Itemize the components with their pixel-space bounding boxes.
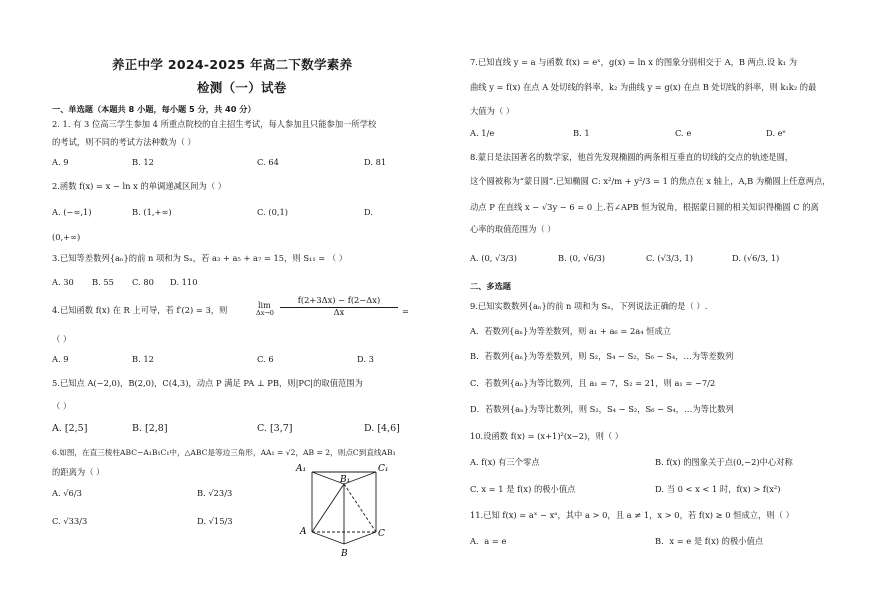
- question-8-line1: 8.蒙日是法国著名的数学家，他首先发现椭圆的两条相互垂直的切线的交点的轨迹是圆，: [470, 152, 794, 162]
- question-8-line2: 这个圆被称为“蒙日圆”.已知椭圆 C: x²/m + y²/3 = 1 的焦点在 x 轴上，A,B 为椭圆上任意两点，: [470, 176, 831, 186]
- option-c: C. 6: [257, 354, 274, 364]
- question-11-option-b: B．x = e 是 f(x) 的极小值点: [655, 536, 764, 546]
- question-4-blank: （ ）: [52, 334, 72, 344]
- question-9-option-d: D．若数列{aₙ}为等比数列，则 S₂，S₄ − S₂，S₆ − S₄，…为等比数列: [470, 404, 734, 414]
- option-b: B. 1: [573, 128, 590, 138]
- option-c: C. e: [675, 128, 692, 138]
- question-6-option-d: D. √15/3: [197, 516, 233, 526]
- option-a: A. 30: [52, 277, 74, 287]
- question-1-line2: 的考试，则不同的考试方法种数为（ ）: [52, 137, 196, 147]
- option-b: B. [2,8]: [132, 423, 168, 434]
- label-a1: A₁: [296, 464, 307, 474]
- question-4-equals: =: [402, 306, 409, 316]
- option-a: A. 9: [52, 354, 69, 364]
- question-5-options: [52, 423, 412, 435]
- question-7-options: [470, 128, 820, 140]
- option-c: C. (0,1): [257, 207, 288, 217]
- question-10-option-d: D. 当 0 < x < 1 时，f(x) > f(x²): [655, 484, 781, 494]
- option-b: B. 12: [132, 157, 154, 167]
- option-a: A. (−∞,1): [52, 207, 92, 217]
- label-b: B: [341, 549, 348, 559]
- question-4-fraction: [280, 296, 398, 318]
- question-8-line3: 动点 P 在直线 x − √3y − 6 = 0 上.若∠APB 恒为锐角，根据蒙日圆的相关知识得椭圆 C 的离: [470, 202, 819, 212]
- section-multi-choice-heading: 二、多选题: [470, 281, 511, 291]
- question-3-stem: 3.已知等差数列{aₙ}的前 n 项和为 Sₙ，若 a₃ + a₅ + a₇ = 15，则 S₁₁ = （ ）: [52, 253, 348, 263]
- question-2-option-d-value: (0,+∞): [52, 232, 81, 242]
- question-2-options: [52, 207, 412, 219]
- limit-label: lim: [258, 301, 271, 310]
- option-d: D.: [364, 207, 373, 217]
- question-5-blank: （ ）: [52, 401, 72, 411]
- option-d: D. (√6/3, 1): [732, 253, 780, 263]
- fraction-numerator: f(2+3Δx) − f(2−Δx): [280, 296, 398, 308]
- option-a: A. 1/e: [470, 128, 495, 138]
- question-7-line2: 曲线 y = f(x) 在点 A 处切线的斜率，k₂ 为曲线 y = g(x) 在点 B 处切线的斜率，则 k₁k₂ 的最: [470, 82, 817, 92]
- question-9-option-b: B．若数列{aₙ}为等差数列，则 S₂，S₄ − S₂，S₆ − S₄，…为等差数列: [470, 351, 734, 361]
- limit-subscript: Δx→0: [256, 309, 274, 317]
- option-d: D. 3: [357, 354, 374, 364]
- fraction-denominator: Δx: [333, 306, 345, 317]
- option-d: D. 110: [170, 277, 198, 287]
- question-6-option-b: B. √23/3: [197, 488, 233, 498]
- question-6-line1: 6.如图，在直三棱柱ABC−A₁B₁C₁中，△ABC是等边三角形，AA₁ = √2，AB = 2，则点C到直线AB₁: [52, 448, 396, 457]
- question-10-option-a: A. f(x) 有三个零点: [470, 457, 540, 467]
- question-8-line4: 心率的取值范围为（ ）: [470, 224, 556, 234]
- question-9-stem: 9.已知实数数列{aₙ}的前 n 项和为 Sₙ，下列说法正确的是（ ）.: [470, 301, 708, 311]
- question-6-line2: 的距离为（ ）: [52, 467, 105, 477]
- question-6-option-a: A. √6/3: [52, 488, 82, 498]
- exam-title-line1: 养正中学 2024-2025 年高二下数学素养: [112, 57, 353, 72]
- question-4-options: [52, 354, 412, 366]
- question-1-line1: 2. 1. 有 3 位高三学生参加 4 所重点院校的自主招生考试，每人参加且只能参加一所学校: [52, 119, 377, 129]
- label-c: C: [378, 529, 385, 539]
- option-c: C. [3,7]: [257, 423, 293, 434]
- question-10-option-c: C. x = 1 是 f(x) 的极小值点: [470, 484, 576, 494]
- question-4-limit: [258, 302, 274, 317]
- option-b: B. (1,+∞): [132, 207, 172, 217]
- exam-title-line2: 检测（一）试卷: [197, 80, 287, 95]
- question-10-option-b: B. f(x) 的图象关于点(0,−2)中心对称: [655, 457, 793, 467]
- question-10-stem: 10.设函数 f(x) = (x+1)²(x−2)，则（ ）: [470, 431, 624, 441]
- question-11-stem: 11.已知 f(x) = aˣ − xᵃ，其中 a > 0，且 a ≠ 1，x > 0，若 f(x) ≥ 0 恒成立，则（ ）: [470, 510, 794, 520]
- label-b1: B₁: [340, 475, 351, 485]
- question-2-stem: 2.函数 f(x) = x − ln x 的单调递减区间为（ ）: [52, 181, 227, 191]
- question-6-option-c: C. √33/3: [52, 516, 88, 526]
- label-a: A: [300, 527, 307, 537]
- section-single-choice-heading: 一、单选题（本题共 8 小题，每小题 5 分，共 40 分）: [52, 104, 256, 114]
- option-c: C. (√3/3, 1): [646, 253, 693, 263]
- option-d: D. eᵉ: [766, 128, 786, 138]
- option-d: D. 81: [364, 157, 387, 167]
- question-7-line1: 7.已知直线 y = a 与函数 f(x) = eˣ，g(x) = ln x 的图象分别相交于 A，B 两点.设 k₁ 为: [470, 57, 798, 67]
- question-9-option-c: C．若数列{aₙ}为等比数列，且 a₁ = 7，S₂ = 21，则 a₁ = −7/2: [470, 378, 716, 388]
- question-4-stem: [52, 305, 227, 315]
- option-d: D. [4,6]: [364, 423, 400, 434]
- label-c1: C₁: [378, 464, 389, 474]
- option-b: B. 12: [132, 354, 154, 364]
- option-a: A. (0, √3/3): [470, 253, 517, 263]
- question-9-option-a: A．若数列{aₙ}为等差数列，则 a₁ + a₆ = 2a₄ 恒成立: [470, 326, 672, 336]
- question-7-line3: 大值为（ ）: [470, 106, 515, 116]
- option-c: C. 80: [132, 277, 154, 287]
- option-b: B. 55: [92, 277, 114, 287]
- question-8-options: [470, 253, 820, 265]
- prism-figure: [292, 462, 392, 564]
- option-b: B. (0, √6/3): [558, 253, 606, 263]
- question-3-options: [52, 277, 412, 289]
- option-a: A. 9: [52, 157, 69, 167]
- question-4-stem-text: 4.已知函数 f(x) 在 R 上可导，若 f′(2) = 3，则: [52, 305, 228, 315]
- option-c: C. 64: [257, 157, 279, 167]
- question-5-stem: 5.已知点 A(−2,0)，B(2,0)，C(4,3)，动点 P 满足 PA ⊥ PB，则|PC|的取值范围为: [52, 378, 363, 388]
- option-a: A. [2,5]: [52, 423, 88, 434]
- question-1-options: [52, 157, 412, 169]
- question-11-option-a: A．a = e: [470, 536, 507, 546]
